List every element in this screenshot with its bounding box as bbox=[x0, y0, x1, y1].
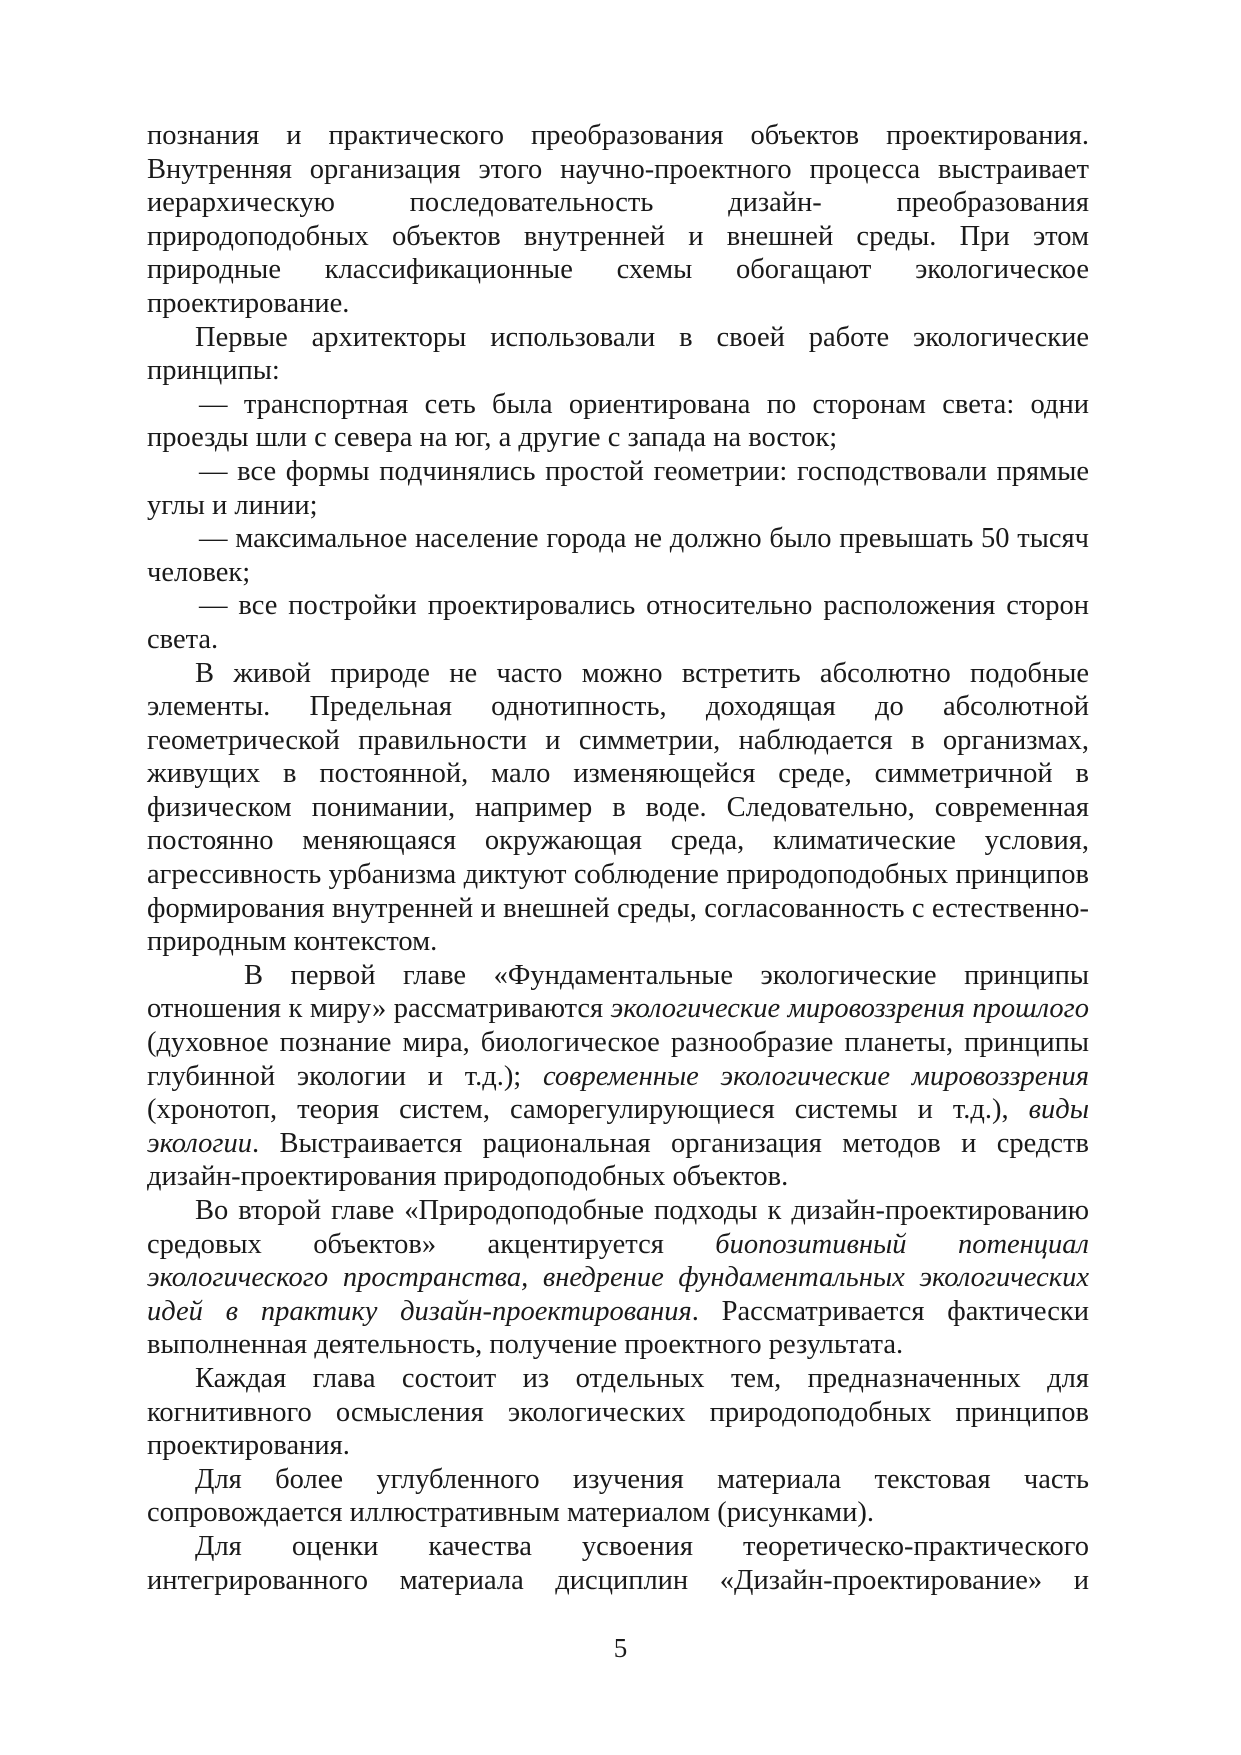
text-segment: . Выстраивается рациональная организация методов и средств дизайн-проектирования природоподобных объектов. bbox=[147, 1127, 1089, 1193]
text-segment: — все формы подчинялись простой геометрии: господствовали прямые углы и линии; bbox=[147, 455, 1089, 521]
bullet-item bbox=[147, 522, 1089, 589]
italic-text-segment: экологические мировоззрения прошлого bbox=[610, 993, 1089, 1025]
bullet-item bbox=[147, 455, 1089, 522]
text-segment: Для более углубленного изучения материала текстовая часть сопровождается иллюстративным материалом (рисунками). bbox=[147, 1463, 1089, 1529]
paragraph-chapter-1 bbox=[147, 959, 1089, 1194]
text-segment: (хронотоп, теория систем, саморегулирующиеся системы и т.д.), bbox=[147, 1094, 1029, 1126]
bullet-item bbox=[147, 388, 1089, 455]
text-segment: . Рассматривается фактически выполненная деятельность, получение проектного результата. bbox=[147, 1295, 1089, 1361]
text-segment: — максимальное население города не должно было превышать 50 тысяч человек; bbox=[147, 523, 1089, 588]
text-segment: — транспортная сеть была ориентирована по сторонам света: одни проезды шли с севера на юг, а другие с запада на восток; bbox=[147, 388, 1089, 454]
bullet-item bbox=[147, 589, 1089, 656]
text-segment: (духовное познание мира, биологическое разнообразие планеты, принципы глубинной экологии и т.д.); bbox=[147, 1027, 1089, 1092]
page-body bbox=[147, 119, 1089, 1597]
italic-text-segment: современные экологические мировоззрения bbox=[542, 1060, 1089, 1092]
text-segment: Для оценки качества усвоения теоретическо-практического интегрированного материала дисциплин «Дизайн-проектирование» и bbox=[147, 1530, 1089, 1596]
text-segment: Каждая глава состоит из отдельных тем, предназначенных для когнитивного осмысления экологических природоподобных принципов проектирования. bbox=[147, 1362, 1089, 1462]
italic-text-segment: виды экологии bbox=[147, 1094, 1089, 1159]
page-number: 5 bbox=[613, 1633, 628, 1663]
paragraph-architects bbox=[147, 321, 1089, 388]
text-segment: Во второй главе «Природоподобные подходы к дизайн-проектированию средовых объектов» акцентируется bbox=[147, 1195, 1089, 1260]
paragraph-illustrations bbox=[147, 1463, 1089, 1530]
text-segment: познания и практического преобразования объектов проектирования. Внутренняя организация этого научно-проектного процесса выстраивает иерархическую последовательность дизайн- преобразования природоподобных объектов внутренней и внешней среды. При этом природные классификационные схемы обогащают экологическое проектирование. bbox=[147, 120, 1089, 319]
italic-text-segment: биопозитивный потенциал экологического пространства, внедрение фундаментальных экологических идей в практику дизайн-проектирования bbox=[147, 1228, 1089, 1327]
paragraph-assessment bbox=[147, 1530, 1089, 1597]
paragraph-intro bbox=[147, 119, 1089, 321]
text-segment: Первые архитекторы использовали в своей работе экологические принципы: bbox=[147, 321, 1089, 387]
paragraph-chapter-2 bbox=[147, 1194, 1089, 1362]
text-segment: — все постройки проектировались относительно расположения сторон света. bbox=[147, 590, 1089, 655]
paragraph-nature bbox=[147, 657, 1089, 959]
text-segment: В живой природе не часто можно встретить абсолютно подобные элементы. Предельная однотипность, доходящая до абсолютной геометрической правильности и симметрии, наблюдается в организмах, живущих в постоянной, мало изменяющейся среде, симметричной в физическом понимании, например в воде. Следовательно, современная постоянно меняющаяся окружающая среда, климатические условия, агрессивность урбанизма диктуют соблюдение природоподобных принципов формирования внутренней и внешней среды, согласованность с естественно-природным контекстом. bbox=[147, 657, 1089, 958]
text-segment: В первой главе «Фундаментальные экологические принципы отношения к миру» рассматриваются bbox=[147, 959, 1089, 1025]
paragraph-each-chapter bbox=[147, 1362, 1089, 1463]
